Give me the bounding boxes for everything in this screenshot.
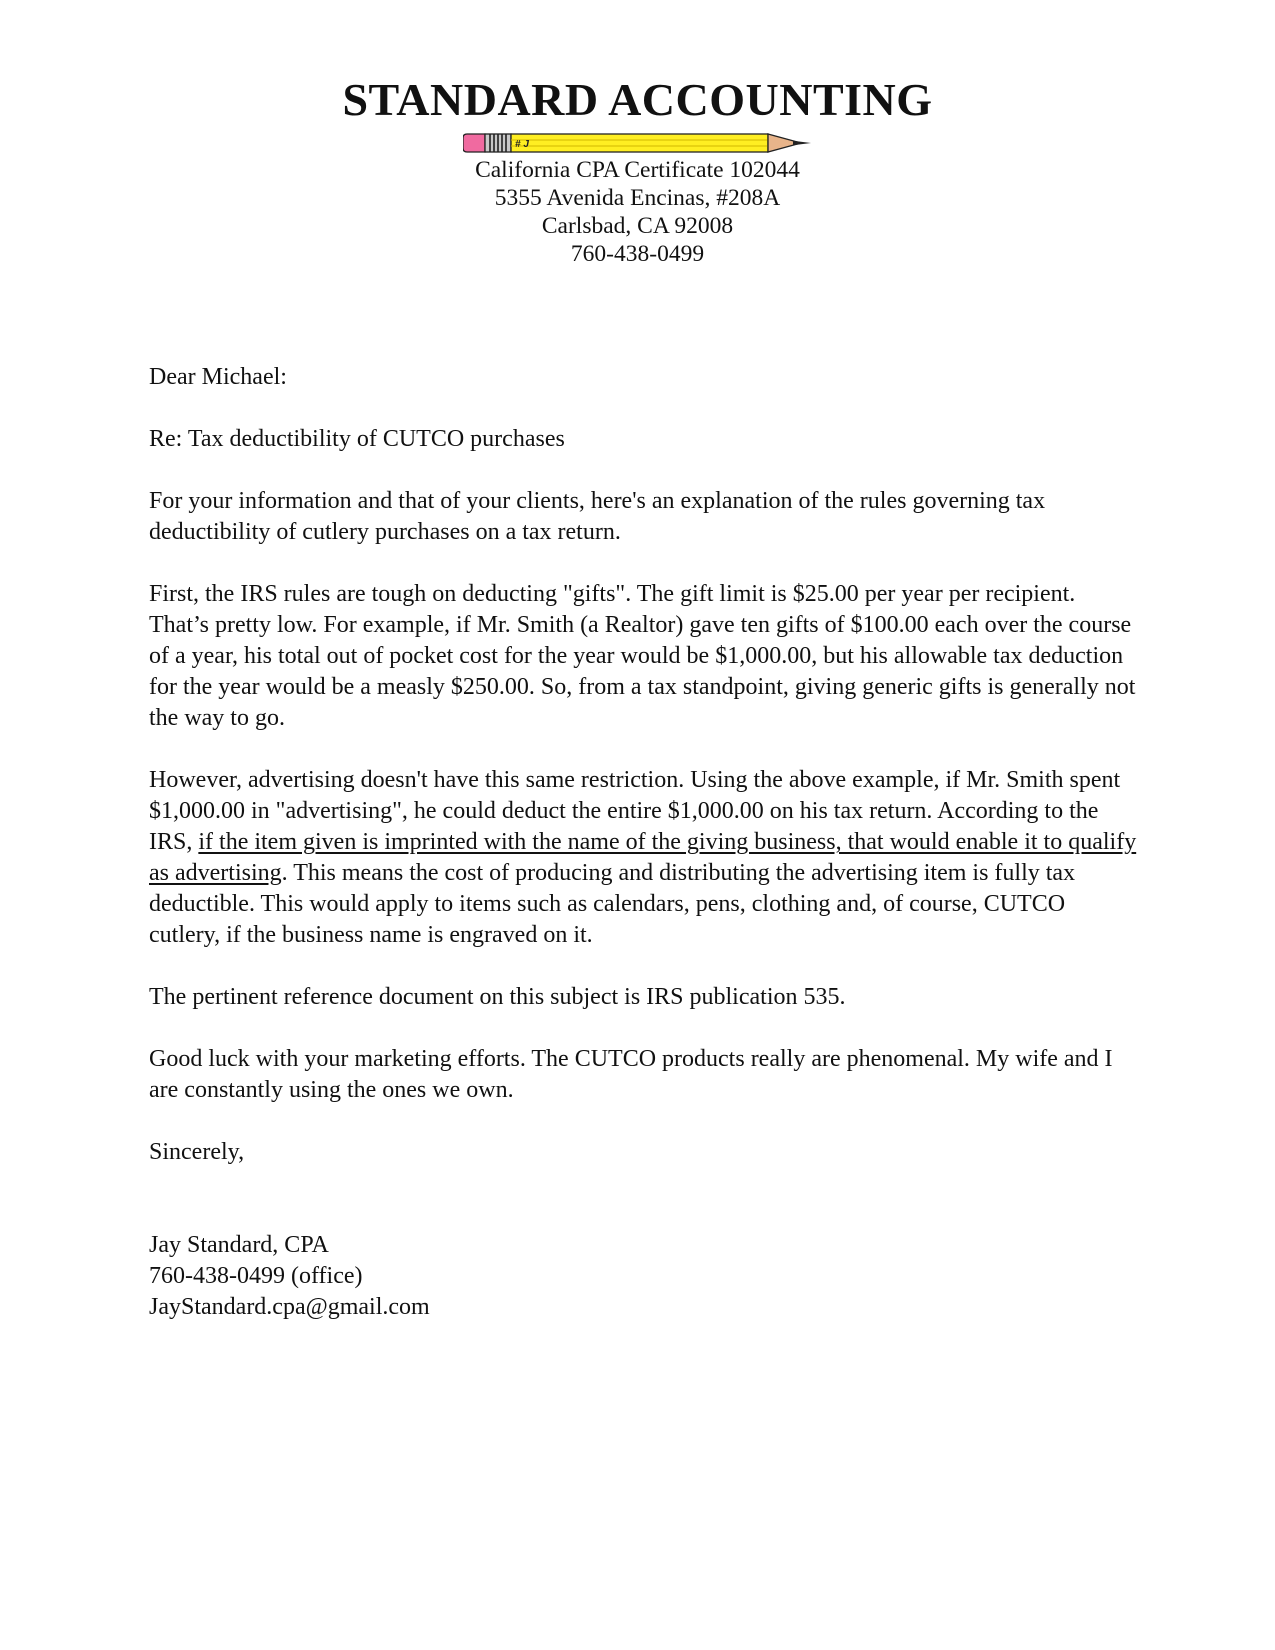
- firm-contact-block: [0, 156, 1275, 268]
- closing: Sincerely,: [149, 1139, 245, 1165]
- paragraph-1: For your information and that of your clients, here's an explanation of the rules governing tax deductibility of cutlery purchases on a tax return.: [149, 488, 1046, 545]
- letterhead: [0, 72, 1275, 268]
- address-line-1: 5355 Avenida Encinas, #208A: [494, 185, 781, 211]
- signature-space: [149, 1168, 1139, 1230]
- signer-email: JayStandard.cpa@gmail.com: [149, 1294, 430, 1320]
- paragraph-5: Good luck with your marketing efforts. The CUTCO products really are phenomenal. My wife and I are constantly using the ones we own.: [149, 1046, 1113, 1103]
- underlined-advertising-rule: if the item given is imprinted with the name of the giving business, that would enable it to qualify as advertising: [149, 829, 1137, 886]
- pencil-label: # J: [514, 139, 529, 150]
- pencil-logo-icon: [463, 132, 813, 154]
- paragraph-3-part-2: . This means the cost of producing and distributing the advertising item is fully tax deductible. This would apply to items such as calendars, pens, clothing and, of course, CUTCO cutlery, if the business name is engraved on it.: [149, 860, 1076, 948]
- paragraph-4: The pertinent reference document on this subject is IRS publication 535.: [149, 984, 846, 1010]
- paragraph-3-part-1: However, advertising doesn't have this same restriction. Using the above example, if Mr. Smith spent $1,000.00 in "advertising", he could deduct the entire $1,000.00 on his tax return. According to the IRS,: [149, 767, 1121, 855]
- salutation: Dear Michael:: [149, 364, 287, 390]
- subject-line: Re: Tax deductibility of CUTCO purchases: [149, 426, 565, 452]
- paragraph-2: First, the IRS rules are tough on deducting "gifts". The gift limit is $25.00 per year per recipient. That’s pretty low. For example, if Mr. Smith (a Realtor) gave ten gifts of $100.00 each over the course of a year, his total out of pocket cost for the year would be $1,000.00, but his allowable tax deduction for the year would be a measly $250.00. So, from a tax standpoint, giving generic gifts is generally not the way to go.: [149, 581, 1136, 731]
- firm-phone: 760-438-0499: [570, 241, 705, 267]
- company-name: STANDARD ACCOUNTING: [342, 74, 933, 125]
- address-line-2: Carlsbad, CA 92008: [541, 213, 734, 239]
- letter-body: [149, 362, 1139, 1323]
- signature-block: [149, 1230, 1139, 1323]
- paragraph-3: [149, 765, 1139, 951]
- signer-phone: 760-438-0499 (office): [149, 1263, 363, 1289]
- cpa-certificate: California CPA Certificate 102044: [475, 157, 800, 183]
- signer-name: Jay Standard, CPA: [149, 1232, 329, 1258]
